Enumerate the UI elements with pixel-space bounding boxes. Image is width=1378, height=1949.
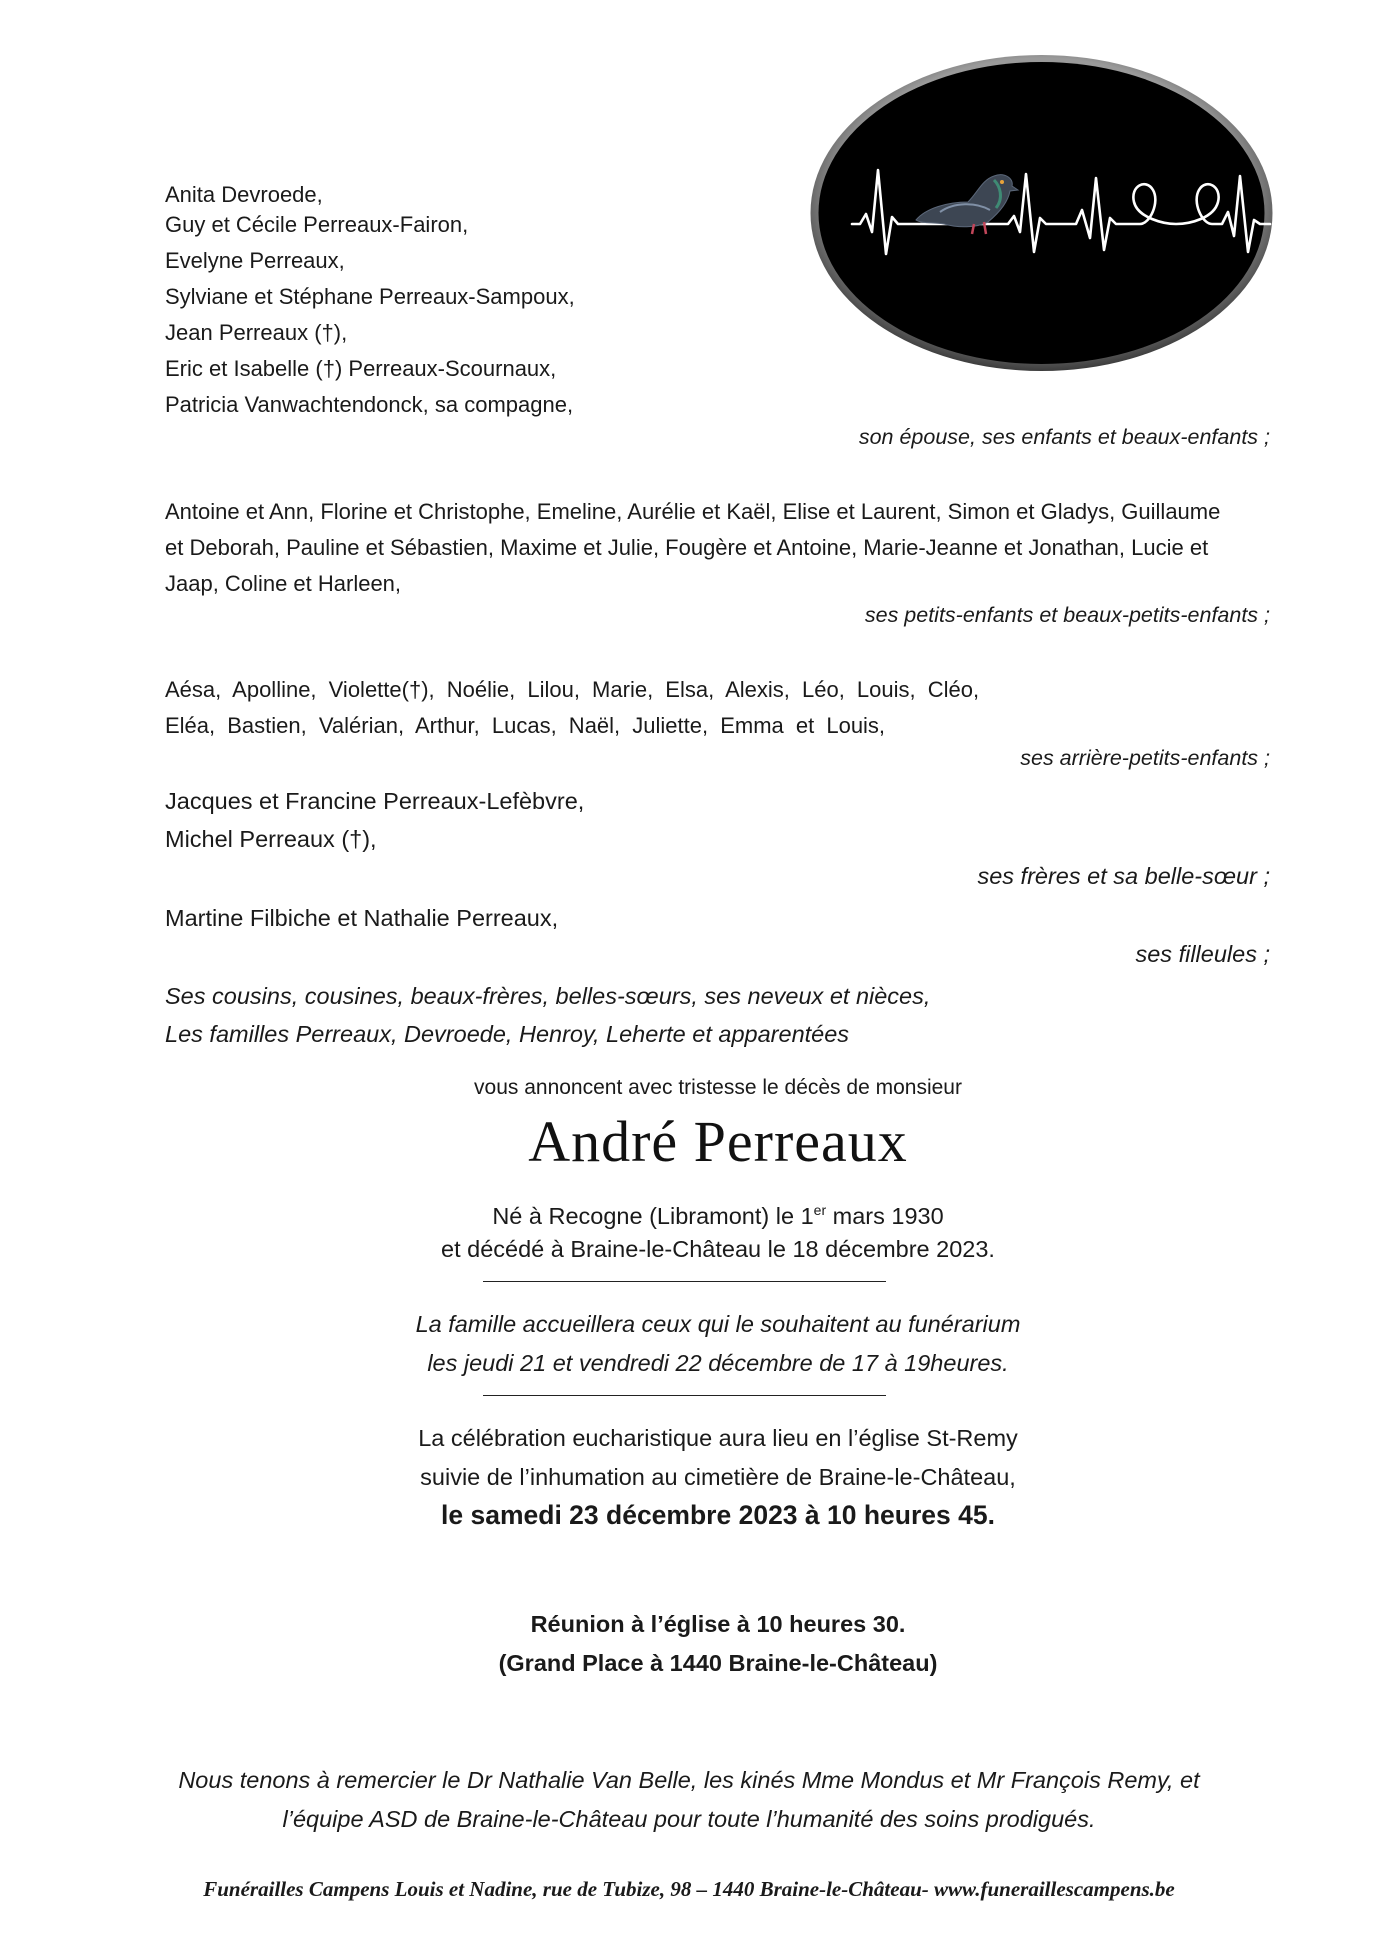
funeral-home-footer: Funérailles Campens Louis et Nadine, rue de Tubize, 98 – 1440 Braine-le-Château- www.funeraillescampens.be (203, 1877, 1175, 1901)
great-grandchildren-line: Aésa, Apolline, Violette(†), Noélie, Lilou, Marie, Elsa, Alexis, Léo, Louis, Cléo, (165, 677, 980, 702)
birth-ordinal: er (813, 1202, 827, 1218)
family-line: Anita Devroede, (165, 182, 323, 207)
emblem-background (819, 62, 1265, 364)
family-line: Jean Perreaux (†), (165, 320, 348, 345)
birth-date: mars 1930 (826, 1202, 944, 1229)
birth-text: Né à Recogne (Libramont) le 1 (492, 1202, 814, 1229)
thanks-line: Nous tenons à remercier le Dr Nathalie Van Belle, les kinés Mme Mondus et Mr François Remy, et (178, 1767, 1200, 1793)
death-line: et décédé à Braine-le-Château le 18 décembre 2023. (441, 1236, 995, 1262)
divider (483, 1395, 886, 1396)
ceremony-line: La célébration eucharistique aura lieu en l’église St-Remy (418, 1425, 1018, 1451)
family-line: Sylviane et Stéphane Perreaux-Sampoux, (165, 284, 575, 309)
grandchildren-line: Jaap, Coline et Harleen, (165, 571, 402, 596)
thanks-line: l’équipe ASD de Braine-le-Château pour toute l’humanité des soins prodigués. (282, 1806, 1096, 1832)
family-line: Guy et Cécile Perreaux-Fairon, (165, 212, 469, 237)
grandchildren-line: Antoine et Ann, Florine et Christophe, Emeline, Aurélie et Kaël, Elise et Laurent, Simon et Gladys, Guillaume (165, 499, 1221, 524)
siblings-line: Jacques et Francine Perreaux-Lefèbvre, (165, 788, 585, 814)
deceased-name: André Perreaux (528, 1109, 908, 1174)
meeting-time: Réunion à l’église à 10 heures 30. (530, 1611, 906, 1637)
announcement-intro: vous annoncent avec tristesse le décès de monsieur (474, 1076, 962, 1099)
ceremony-date: le samedi 23 décembre 2023 à 10 heures 45. (441, 1500, 995, 1530)
extended-family-line: Les familles Perreaux, Devroede, Henroy, Leherte et apparentées (165, 1021, 850, 1047)
visitation-line: les jeudi 21 et vendredi 22 décembre de 17 à 19heures. (427, 1350, 1009, 1376)
great-grandchildren-line: Eléa, Bastien, Valérian, Arthur, Lucas, Naël, Juliette, Emma et Louis, (165, 713, 886, 738)
extended-family-line: Ses cousins, cousines, beaux-frères, belles-sœurs, ses neveux et nièces, (165, 983, 931, 1009)
relation-label: son épouse, ses enfants et beaux-enfants ; (858, 425, 1270, 449)
relation-label: ses petits-enfants et beaux-petits-enfants ; (864, 603, 1270, 627)
visitation-line: La famille accueillera ceux qui le souhaitent au funérarium (415, 1311, 1021, 1337)
goddaughters-line: Martine Filbiche et Nathalie Perreaux, (165, 905, 559, 931)
family-line: Evelyne Perreaux, (165, 248, 345, 273)
relation-label: ses frères et sa belle-sœur ; (977, 863, 1270, 889)
siblings-line: Michel Perreaux (†), (165, 826, 377, 852)
family-line: Eric et Isabelle (†) Perreaux-Scournaux, (165, 356, 557, 381)
family-line: Patricia Vanwachtendonck, sa compagne, (165, 392, 574, 417)
relation-label: ses filleules ; (1135, 941, 1270, 967)
relation-label: ses arrière-petits-enfants ; (1020, 746, 1270, 770)
divider (483, 1281, 886, 1282)
heartbeat-pigeon-heart-emblem (808, 52, 1275, 374)
grandchildren-line: et Deborah, Pauline et Sébastien, Maxime et Julie, Fougère et Antoine, Marie-Jeanne et Jonathan, Lucie et (165, 535, 1209, 560)
meeting-address: (Grand Place à 1440 Braine-le-Château) (498, 1650, 938, 1676)
ceremony-line: suivie de l’inhumation au cimetière de Braine-le-Château, (420, 1464, 1016, 1490)
